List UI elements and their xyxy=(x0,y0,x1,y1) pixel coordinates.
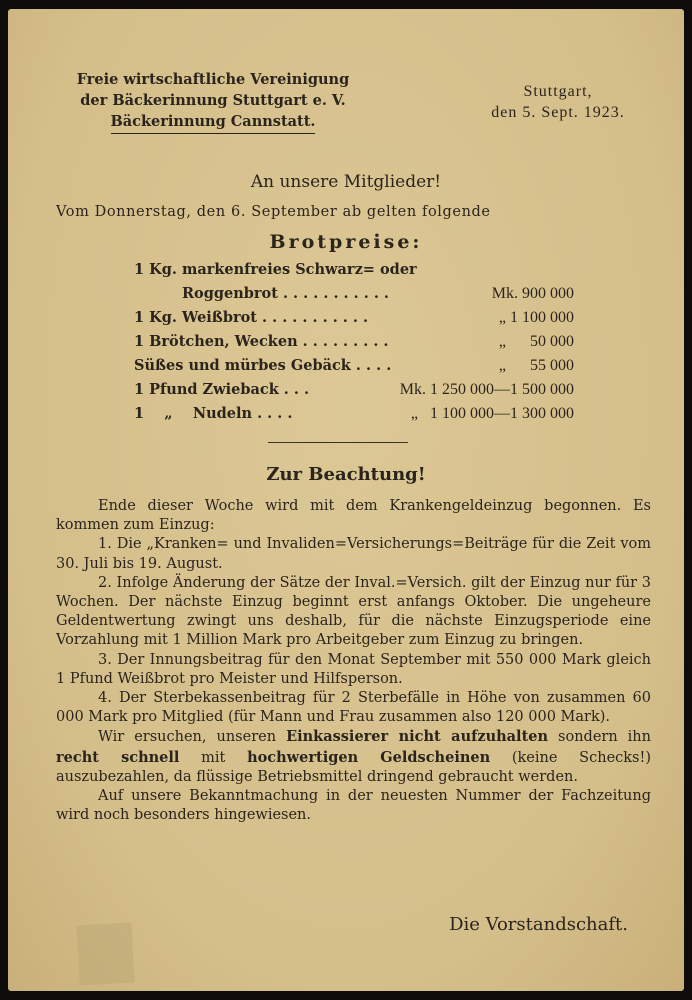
date: den 5. Sept. 1923. xyxy=(491,104,625,121)
org-line-3: Bäckerinnung Cannstatt. xyxy=(111,111,316,134)
org-line-2: der Bäckerinnung Stuttgart e. V. xyxy=(80,92,346,109)
paragraph: Ende dieser Woche wird mit dem Krankengeldeinzug begonnen. Es kommen zum Einzug: xyxy=(56,498,651,534)
price-value: „ 55 000 xyxy=(498,357,574,374)
price-label: 1 Pfund Zwieback . . . xyxy=(134,381,310,398)
bold-run: Einkassierer nicht aufzuhalten xyxy=(286,728,549,746)
price-label: 1 Kg. Weißbrot . . . . . . . . . . . xyxy=(134,309,369,326)
place-date xyxy=(463,81,653,123)
price-label: 1 Brötchen, Wecken . . . . . . . . . xyxy=(134,333,389,350)
text-run: mit xyxy=(179,749,248,766)
price-value: Mk. 1 250 000—1 500 000 xyxy=(399,381,574,398)
place: Stuttgart, xyxy=(523,83,593,100)
price-row xyxy=(134,261,574,285)
text-run: (keine Schecks!) auszubezahlen, da flüssige Betriebsmittel dringend gebraucht werden. xyxy=(56,749,651,785)
document-card xyxy=(8,9,684,991)
price-row xyxy=(134,357,574,381)
document-title: An unsere Mitglieder! xyxy=(250,172,442,192)
price-value: „ 50 000 xyxy=(498,333,574,350)
paragraph: 3. Der Innungsbeitrag für den Monat September mit 550 000 Mark gleich 1 Pfund Weißbrot pro Meister und Hilfsperson. xyxy=(56,651,651,687)
divider xyxy=(268,442,408,443)
paragraph: 2. Infolge Änderung der Sätze der Inval.=Versich. gilt der Einzug nur für 3 Wochen. Der nächste Einzug beginnt erst anfangs Oktober. Die ungeheure Geldentwertung zwingt uns deshalb, für die nächste Einzugsperiode eine Vorzahlung mit 1 Million Mark pro Arbeitgeber zum Einzug zu bringen. xyxy=(56,574,651,649)
bold-run: hochwertigen Geldscheinen xyxy=(247,748,491,766)
price-row xyxy=(134,381,574,405)
price-value: Mk. 900 000 xyxy=(491,285,574,302)
request-paragraph xyxy=(56,727,651,787)
price-row xyxy=(134,285,574,309)
paragraph: 1. Die „Kranken= und Invaliden=Versicherungs=Beiträge für die Zeit vom 30. Juli bis 19. August. xyxy=(56,536,651,572)
prices-heading: Brotpreise: xyxy=(269,231,423,253)
notice-heading: Zur Beachtung! xyxy=(266,464,426,485)
price-label: 1 Kg. markenfreies Schwarz= oder xyxy=(134,261,417,278)
text-run: Wir ersuchen, unseren xyxy=(98,729,287,746)
price-label: Roggenbrot . . . . . . . . . . . xyxy=(182,285,389,302)
signature: Die Vorstandschaft. xyxy=(449,914,628,935)
price-value: „ 1 100 000 xyxy=(498,309,574,326)
paragraph: 4. Der Sterbekassenbeitrag für 2 Sterbefälle in Höhe von zusammen 60 000 Mark pro Mitglied (für Mann und Frau zusammen also 120 000 Mark). xyxy=(56,690,651,726)
closing-paragraph: Auf unsere Bekanntmachung in der neuesten Nummer der Fachzeitung wird noch besonders hingewiesen. xyxy=(56,788,651,824)
price-label: 1 „ Nudeln . . . . xyxy=(134,405,293,422)
notice-body xyxy=(56,497,651,825)
price-label: Süßes und mürbes Gebäck . . . . xyxy=(134,357,392,374)
intro-line: Vom Donnerstag, den 6. September ab gelten folgende xyxy=(56,204,491,220)
tape-residue xyxy=(76,923,134,986)
organization-header xyxy=(48,69,378,134)
price-row xyxy=(134,309,574,333)
price-value: „ 1 100 000—1 300 000 xyxy=(410,405,574,422)
price-row xyxy=(134,405,574,429)
org-line-1: Freie wirtschaftliche Vereinigung xyxy=(76,71,350,88)
bold-run: recht schnell xyxy=(56,748,180,766)
text-run: sondern ihn xyxy=(548,729,651,746)
price-row xyxy=(134,333,574,357)
